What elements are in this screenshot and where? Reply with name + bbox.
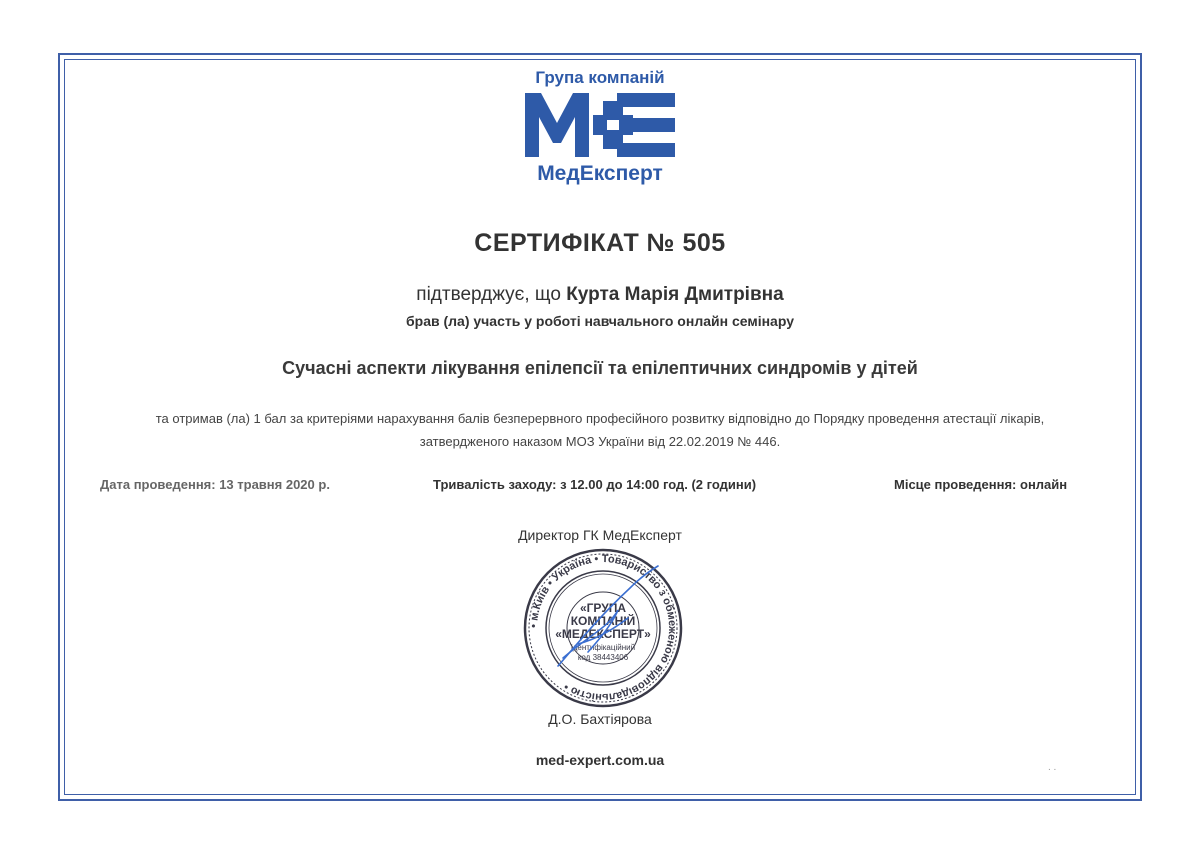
logo-bottom-text: МедЕксперт <box>537 162 663 185</box>
confirm-prefix: підтверджує, що <box>416 284 567 305</box>
director-title: Директор ГК МедЕксперт <box>518 527 682 543</box>
website-link[interactable]: med-expert.com.ua <box>535 752 665 768</box>
event-date: Дата проведення: 13 травня 2020 р. <box>100 477 330 492</box>
signer-name: Д.О. Бахтіярова <box>548 711 652 727</box>
stamp-code: код 38443406 <box>577 653 629 662</box>
stamp-center-line-2: КОМПАНІЙ <box>570 614 636 628</box>
stamp-center-line-3: «МЕДЕКСПЕРТ» <box>555 627 651 641</box>
company-stamp <box>518 548 688 708</box>
stamp-code-label: ідентифікаційний <box>570 643 636 652</box>
certificate-title: СЕРТИФІКАТ № 505 <box>474 229 726 257</box>
points-line-1: та отримав (ла) 1 бал за критеріями нарахування балів безперервного професійного розвитку відповідно до Порядку проведення атестації лікарів, <box>155 411 1045 426</box>
me-plus-logo-icon <box>525 93 675 157</box>
scan-speck: . . <box>1048 762 1057 773</box>
stamp-center-line-1: «ГРУПА <box>579 601 627 615</box>
company-logo <box>520 66 680 190</box>
stamp-ring-text: • м.Київ • Україна • Товариство з обмеженою відповідальністю • <box>527 552 679 704</box>
recipient-name: Курта Марія Дмитрівна <box>566 284 784 305</box>
logo-top-text: Група компаній <box>535 68 665 87</box>
event-place: Місце проведення: онлайн <box>894 477 1068 492</box>
seminar-title: Сучасні аспекти лікування епілепсії та епілептичних синдромів у дітей <box>282 358 918 378</box>
event-duration: Тривалість заходу: з 12.00 до 14:00 год. (2 години) <box>433 477 757 492</box>
participation-line: брав (ла) участь у роботі навчального онлайн семінару <box>406 313 794 329</box>
points-line-2: затвердженого наказом МОЗ України від 22.02.2019 № 446. <box>419 434 781 449</box>
confirmation-line <box>0 284 1200 306</box>
